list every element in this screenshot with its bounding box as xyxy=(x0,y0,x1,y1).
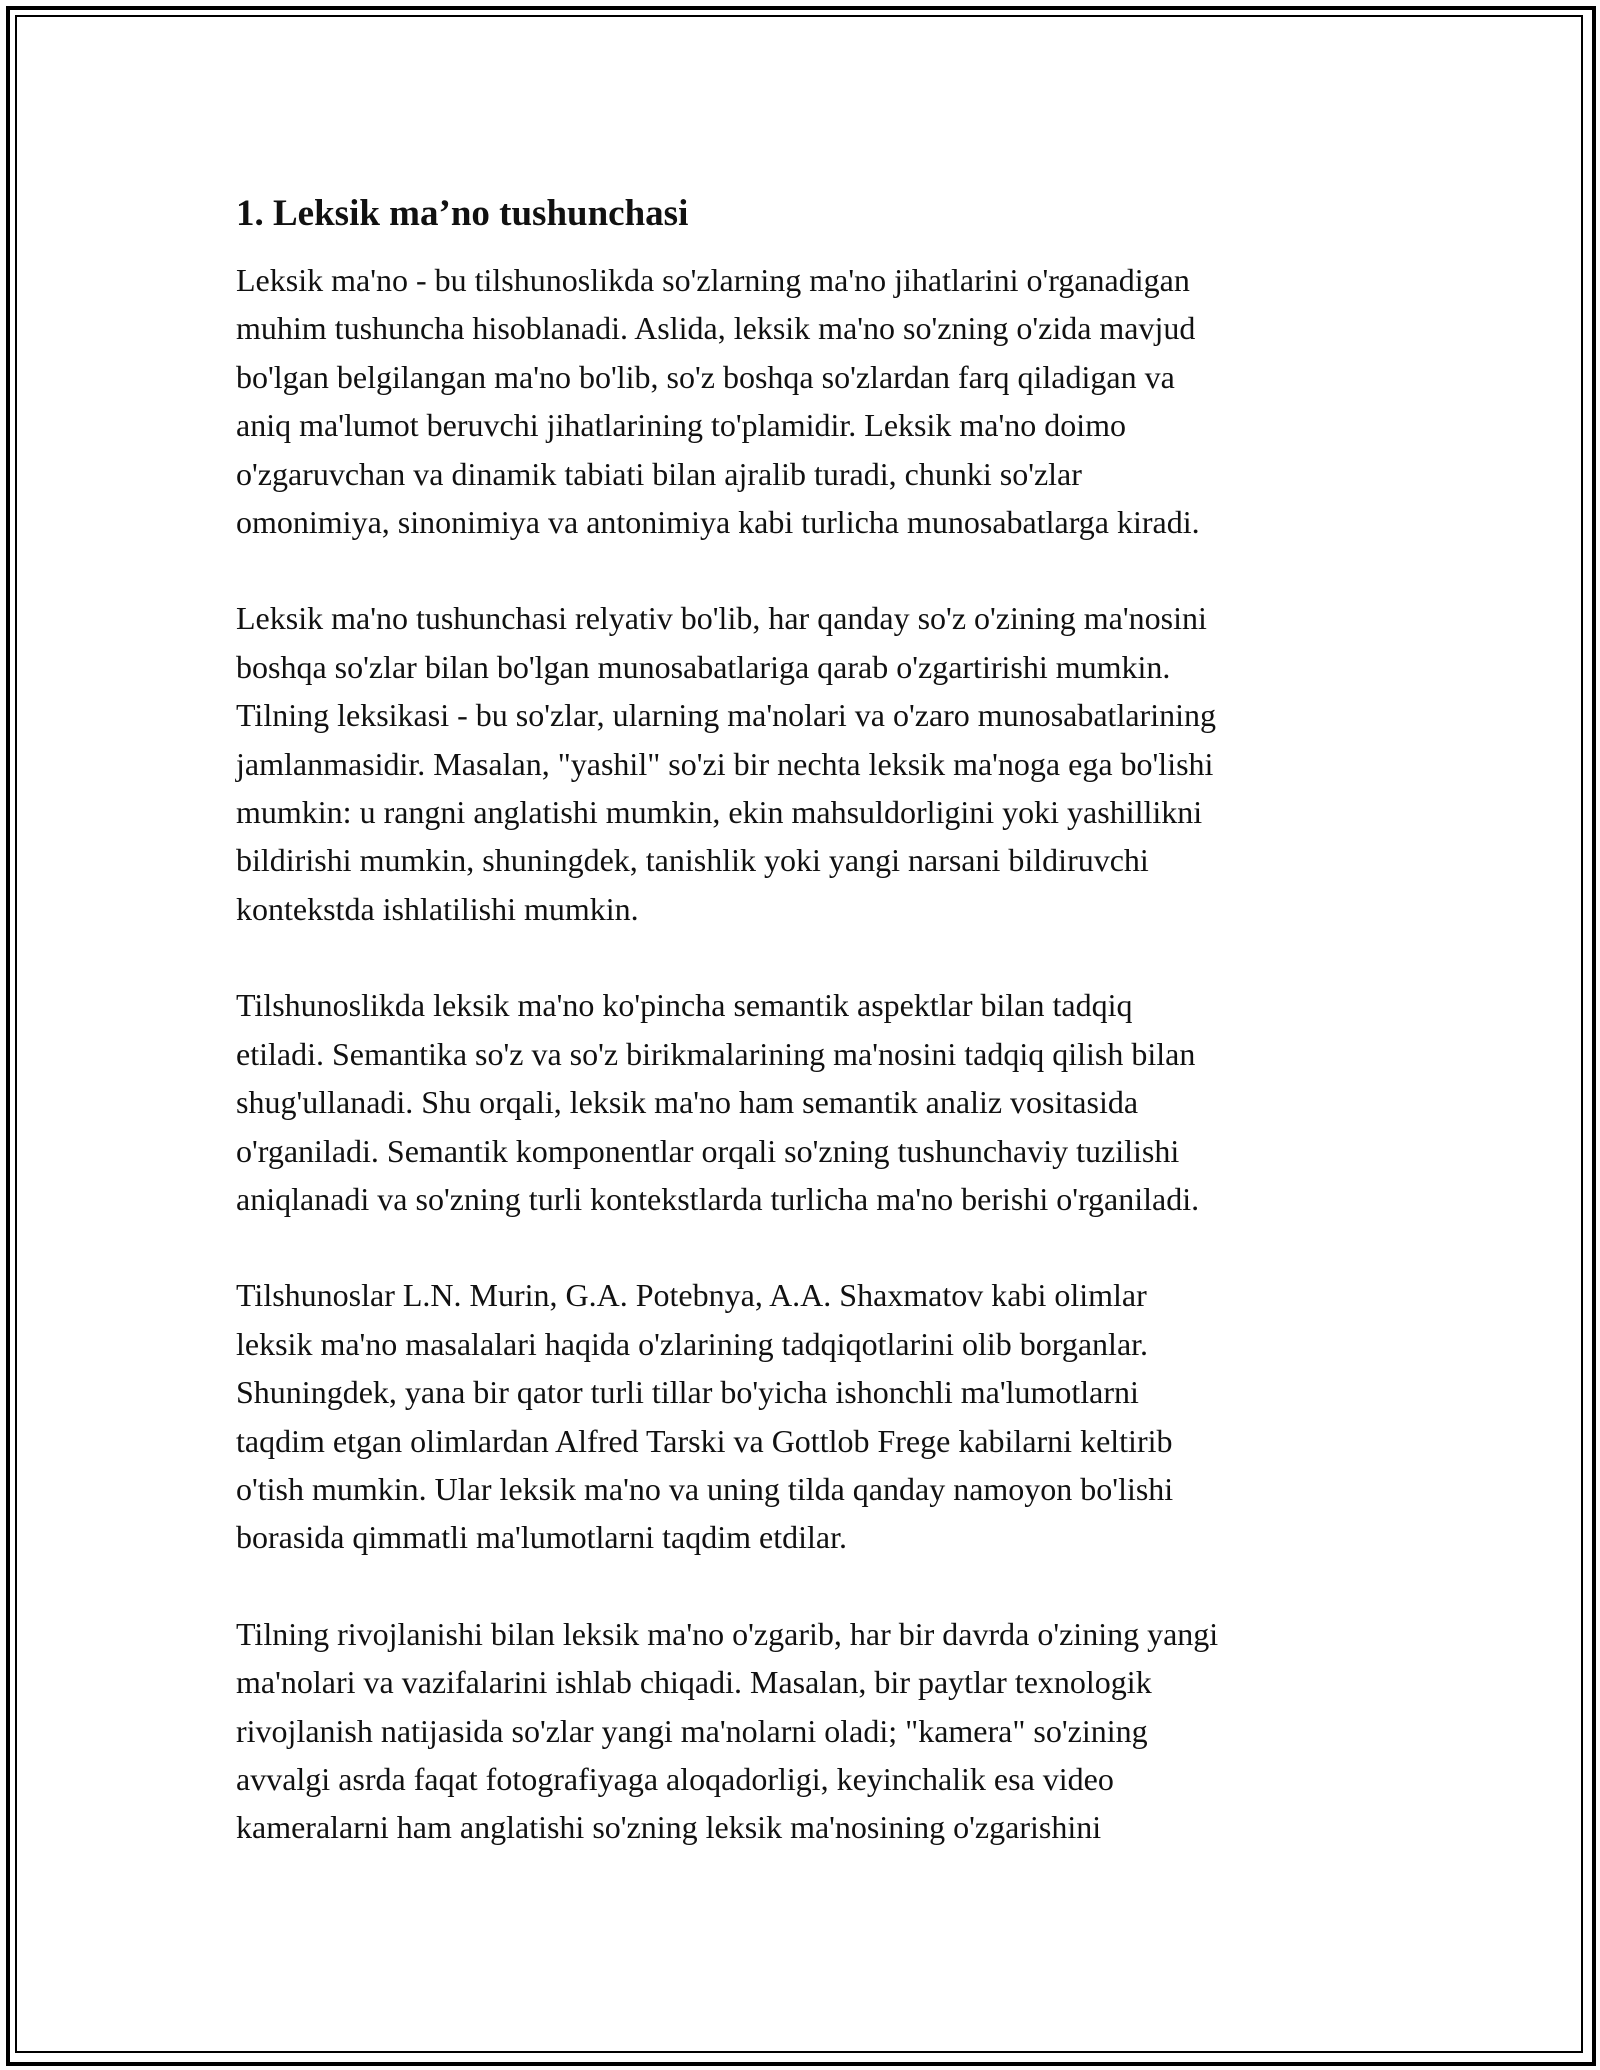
paragraph-3: Tilshunoslikda leksik ma'no ko'pincha semantik aspektlar bilan tadqiq etiladi. Semantika so'z va so'z birikmalarining ma'nosini tadqiq qilish bilan shug'ullanadi. Shu orqali, leksik ma'no ham semantik analiz vositasida o'rganiladi. Semantik komponentlar orqali so'zning tushunchaviy tuzilishi aniqlanadi va so'zning turli kontekstlarda turlicha ma'no berishi o'rganiladi. xyxy=(236,987,1200,1217)
document-body xyxy=(236,184,1396,1900)
paragraph-2: Leksik ma'no tushunchasi relyativ bo'lib, har qanday so'z o'zining ma'nosini boshqa so'zlar bilan bo'lgan munosabatlariga qarab o'zgartirishi mumkin. Tilning leksikasi - bu so'zlar, ularning ma'nolari va o'zaro munosabatlarining jamlanmasidir. Masalan, "yashil" so'zi bir nechta leksik ma'noga ega bo'lishi mumkin: u rangni anglatishi mumkin, ekin mahsuldorligini yoki yashillikni bildirishi mumkin, shuningdek, tanishlik yoki yangi narsani bildiruvchi kontekstda ishlatilishi mumkin. xyxy=(236,600,1216,927)
section-heading: 1. Leksik ma’no tushunchasi xyxy=(236,193,689,234)
paragraph-4: Tilshunoslar L.N. Murin, G.A. Potebnya, A.A. Shaxmatov kabi olimlar leksik ma'no masalalari haqida o'zlarining tadqiqotlarini olib borganlar. Shuningdek, yana bir qator turli tillar bo'yicha ishonchli ma'lumotlarni taqdim etgan olimlardan Alfred Tarski va Gottlob Frege kabilarni keltirib o'tish mumkin. Ular leksik ma'no va uning tilda qanday namoyon bo'lishi borasida qimmatli ma'lumotlarni taqdim etdilar. xyxy=(236,1277,1174,1556)
paragraph-5: Tilning rivojlanishi bilan leksik ma'no o'zgarib, har bir davrda o'zining yangi ma'nolari va vazifalarini ishlab chiqadi. Masalan, bir paytlar texnologik rivojlanish natijasida so'zlar yangi ma'nolarni oladi; "kamera" so'zining avvalgi asrda faqat fotografiyaga aloqadorligi, keyinchalik esa video kameralarni ham anglatishi so'zning leksik ma'nosining o'zgarishini xyxy=(236,1615,1219,1846)
paragraph-1: Leksik ma'no - bu tilshunoslikda so'zlarning ma'no jihatlarini o'rganadigan muhim tushuncha hisoblanadi. Aslida, leksik ma'no so'zning o'zida mavjud bo'lgan belgilangan ma'no bo'lib, so'z boshqa so'zlardan farq qiladigan va aniq ma'lumot beruvchi jihatlarining to'plamidir. Leksik ma'no doimo o'zgaruvchan va dinamik tabiati bilan ajralib turadi, chunki so'zlar omonimiya, sinonimiya va antonimiya kabi turlicha munosabatlarga kiradi. xyxy=(236,262,1200,541)
